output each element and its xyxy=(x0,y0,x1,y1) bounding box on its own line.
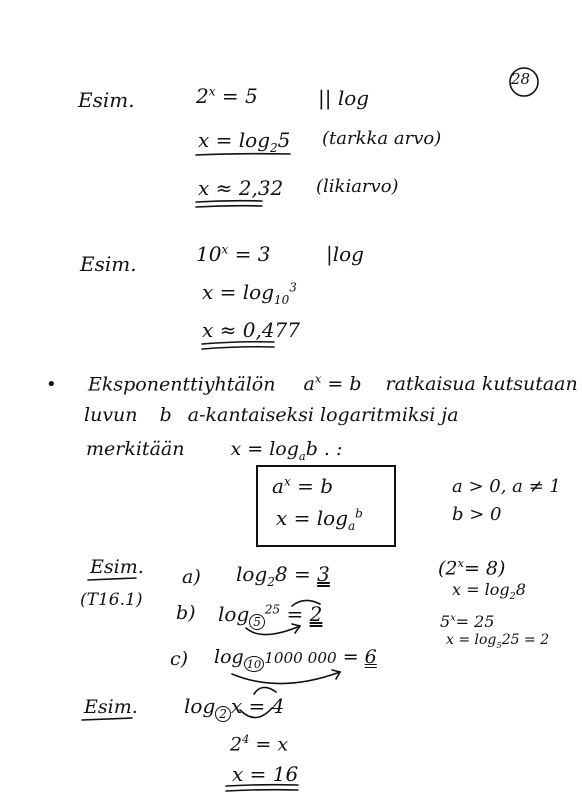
log-arg: b . xyxy=(305,438,330,460)
log-base-circled: 10 xyxy=(244,656,265,672)
example-4-label: Esim. xyxy=(84,696,138,718)
log-base-circled: 2 xyxy=(215,706,231,722)
example-4-answer: x = 16 xyxy=(232,762,299,786)
rhs: = b xyxy=(297,474,333,498)
lhs: log xyxy=(236,562,268,586)
part-c-arrow xyxy=(232,672,340,684)
rhs: = x xyxy=(255,733,289,756)
part-a-equation xyxy=(236,562,330,589)
base: 2 xyxy=(230,733,243,756)
exponent: x xyxy=(450,612,456,624)
text: ratkaisua kutsutaan xyxy=(385,373,578,396)
log-base: 2 xyxy=(267,575,275,589)
exponent: x xyxy=(314,372,322,386)
example-1-note-exact: (tarkka arvo) xyxy=(322,128,442,149)
log-arg: x xyxy=(230,694,243,718)
box-equation-2 xyxy=(276,506,363,533)
answer: 6 xyxy=(364,646,377,668)
lhs: log xyxy=(214,646,244,668)
definition-line-3 xyxy=(86,438,342,463)
base: a xyxy=(272,474,284,498)
lhs: log xyxy=(184,694,216,718)
log-arg: 3 xyxy=(289,280,297,295)
equation xyxy=(230,438,343,463)
page-number: 28 xyxy=(511,70,531,88)
part-a-label: a) xyxy=(182,566,201,588)
log-arg: 8 xyxy=(515,580,526,599)
example-4-answer-underline-b xyxy=(226,790,298,791)
example-2-label: Esim. xyxy=(80,252,137,276)
exponent: x xyxy=(283,474,291,489)
example-1-solution xyxy=(198,128,290,155)
log-arg: b xyxy=(355,506,363,521)
lhs: x = log xyxy=(452,580,510,599)
rhs: = b xyxy=(327,373,362,396)
equation xyxy=(304,373,362,395)
log-arg: 1000 000 xyxy=(264,649,337,667)
example-1-equation xyxy=(196,84,258,108)
rhs: = 5 xyxy=(221,84,258,108)
lhs: x = log xyxy=(230,438,299,460)
condition-1: a > 0, a ≠ 1 xyxy=(452,476,561,497)
part-b-label: b) xyxy=(176,602,196,624)
log-base: 2 xyxy=(270,141,278,155)
equals: = xyxy=(342,646,359,668)
log-base: 10 xyxy=(274,293,290,307)
base: 2 xyxy=(196,84,209,108)
exponent: 4 xyxy=(242,732,250,746)
symbol: b xyxy=(159,404,172,426)
lhs: x = log xyxy=(198,128,270,152)
text: a-kantaiseksi logaritmiksi ja xyxy=(187,404,459,426)
base: a xyxy=(303,373,315,396)
side-note-2 xyxy=(452,580,526,602)
example-2-operation: |log xyxy=(326,242,364,266)
rhs: = 4 xyxy=(248,694,285,718)
lhs: x = log xyxy=(446,632,497,648)
log-base: a xyxy=(348,519,356,533)
definition-line-2 xyxy=(84,404,459,426)
example-4-step xyxy=(230,732,288,755)
part-c-label: c) xyxy=(170,648,189,670)
equals: = xyxy=(293,562,311,586)
example-3-reference: (T16.1) xyxy=(80,590,143,610)
text: merkitään xyxy=(86,438,185,460)
lhs: x = log xyxy=(202,280,274,304)
rhs: = 8 xyxy=(463,557,499,580)
base: 2 xyxy=(445,557,458,580)
side-note-1: $(2^x= 8)$ xyxy=(438,556,506,580)
box-equation-1 xyxy=(272,474,333,498)
example-2-equation xyxy=(196,242,270,266)
log-arg: 25 xyxy=(264,602,281,617)
rhs: = 25 xyxy=(455,612,495,631)
exponent: x xyxy=(221,242,229,257)
definition-line-1 xyxy=(88,372,578,395)
log-arg: 5 xyxy=(277,128,291,152)
exponent: x xyxy=(457,556,464,570)
example-2-approx-underline-b xyxy=(202,347,274,349)
example-1-approx: x ≈ 2,32 xyxy=(198,176,284,200)
base: 10 xyxy=(196,242,222,266)
answer: 2 xyxy=(309,602,323,626)
log-base: a xyxy=(298,448,306,463)
rhs: = 3 xyxy=(234,242,271,266)
text: Eksponenttiyhtälön xyxy=(88,373,276,396)
example-2-approx-underline-a xyxy=(202,342,274,344)
example-2-approx: x ≈ 0,477 xyxy=(202,318,301,342)
part-b-equation xyxy=(218,602,322,629)
log-base-circled: 5 xyxy=(249,614,265,630)
log-base: 2 xyxy=(509,591,516,603)
equals: = xyxy=(286,602,304,626)
log-arg: 8 xyxy=(274,562,288,586)
text: luvun xyxy=(84,404,138,426)
example-1-note-approx: (likiarvo) xyxy=(316,176,399,197)
part-c-equation xyxy=(214,646,377,671)
side-note-4 xyxy=(446,632,549,650)
example-1-label: Esim. xyxy=(78,88,135,112)
answer: 3 xyxy=(317,562,330,586)
example-4-label-underline xyxy=(82,718,132,720)
log-base: 5 xyxy=(496,639,502,650)
example-1-operation: || log xyxy=(318,86,370,110)
log-arg: 25 = 2 xyxy=(501,632,550,648)
base: 5 xyxy=(440,612,451,631)
example-1-approx-double-underline-a xyxy=(196,201,262,202)
lhs: log xyxy=(218,602,250,626)
part-c-arrowhead xyxy=(332,670,340,679)
side-note-3 xyxy=(440,612,494,631)
example-3-label-underline xyxy=(88,578,136,580)
example-1-approx-double-underline-b xyxy=(196,206,262,207)
colon: : xyxy=(336,438,343,460)
example-4-equation xyxy=(184,694,284,721)
lhs: x = log xyxy=(276,506,348,530)
condition-2: b > 0 xyxy=(452,504,502,525)
bullet: • xyxy=(46,374,57,395)
example-2-solution xyxy=(202,280,297,307)
exponent: x xyxy=(208,84,216,99)
example-3-label: Esim. xyxy=(90,556,144,578)
